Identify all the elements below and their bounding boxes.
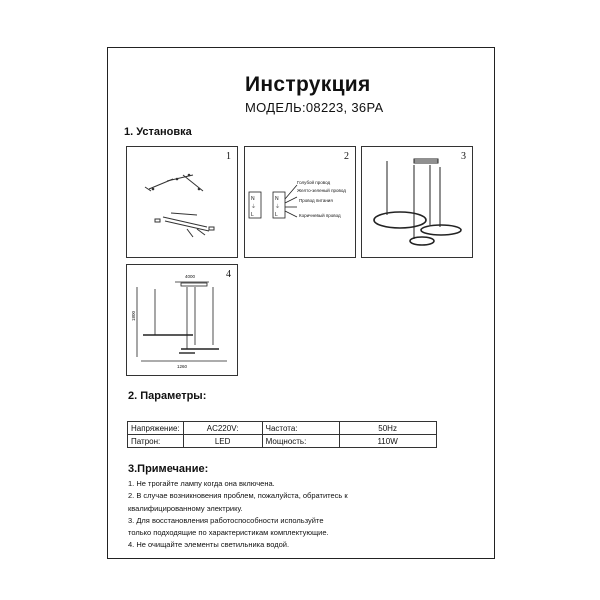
dimension-width: 1260: [177, 364, 188, 369]
installation-panel-1: [126, 146, 238, 258]
terminal-l: L: [251, 212, 254, 218]
wire-label-blue: Голубой провод: [297, 180, 331, 185]
installation-heading: 1. Установка: [124, 126, 192, 138]
note-line: 3. Для восстановления работоспособности используйте: [128, 515, 324, 525]
parameters-heading: 2. Параметры:: [128, 390, 207, 402]
wire-label-brown: Коричневый провод: [299, 213, 341, 218]
terminal-l: L: [275, 212, 278, 218]
panel-number: 2: [344, 151, 349, 162]
terminal-n: N: [251, 196, 255, 202]
note-line: 1. Не трогайте лампу когда она включена.: [128, 479, 275, 488]
panel-number: 3: [461, 151, 466, 162]
document-title: Инструкция: [245, 73, 371, 96]
notes-heading: 3.Примечание:: [128, 463, 209, 475]
note-line: только подходящие по характеристикам комплектующие.: [128, 528, 329, 538]
param-value: AC220V:: [183, 422, 262, 435]
terminal-n: N: [275, 196, 279, 202]
notes-list: [128, 478, 348, 552]
installation-panel-3: [361, 146, 473, 258]
table-row: [128, 435, 437, 448]
terminal-ground: ⏚: [251, 204, 257, 210]
parameters-table: [127, 421, 437, 448]
note-line: квалифицированному электрику.: [128, 503, 243, 513]
param-label: Частота:: [262, 422, 339, 435]
panel-number: 4: [226, 269, 231, 280]
wire-label-yellow-green: Желто-зеленый провод: [297, 188, 346, 193]
panel-number: 1: [226, 151, 231, 162]
param-label: Мощность:: [262, 435, 339, 448]
wire-label-power: Провод питания: [299, 198, 333, 203]
installation-panel-2: [244, 146, 356, 258]
param-value: 110W: [339, 435, 436, 448]
terminal-ground: ⏚: [275, 204, 281, 210]
param-value: 50Hz: [339, 422, 436, 435]
table-row: [128, 422, 437, 435]
dimension-height: 1800: [131, 310, 136, 321]
param-value: LED: [183, 435, 262, 448]
dimension-drawing: [127, 265, 239, 377]
dimension-top: 4000: [185, 274, 196, 279]
param-label: Напряжение:: [128, 422, 184, 435]
note-line: 2. В случае возникновения проблем, пожалуйста, обратитесь к: [128, 491, 348, 501]
wiring-diagram: [245, 147, 357, 259]
installation-panel-4: [126, 264, 238, 376]
mounting-bracket-diagram: [127, 147, 239, 259]
model-number: МОДЕЛЬ:08223, 36PA: [245, 100, 384, 115]
param-label: Патрон:: [128, 435, 184, 448]
ring-chandelier-drawing: [362, 147, 474, 259]
note-line: 4. Не очищайте элементы светильника водой.: [128, 540, 290, 550]
